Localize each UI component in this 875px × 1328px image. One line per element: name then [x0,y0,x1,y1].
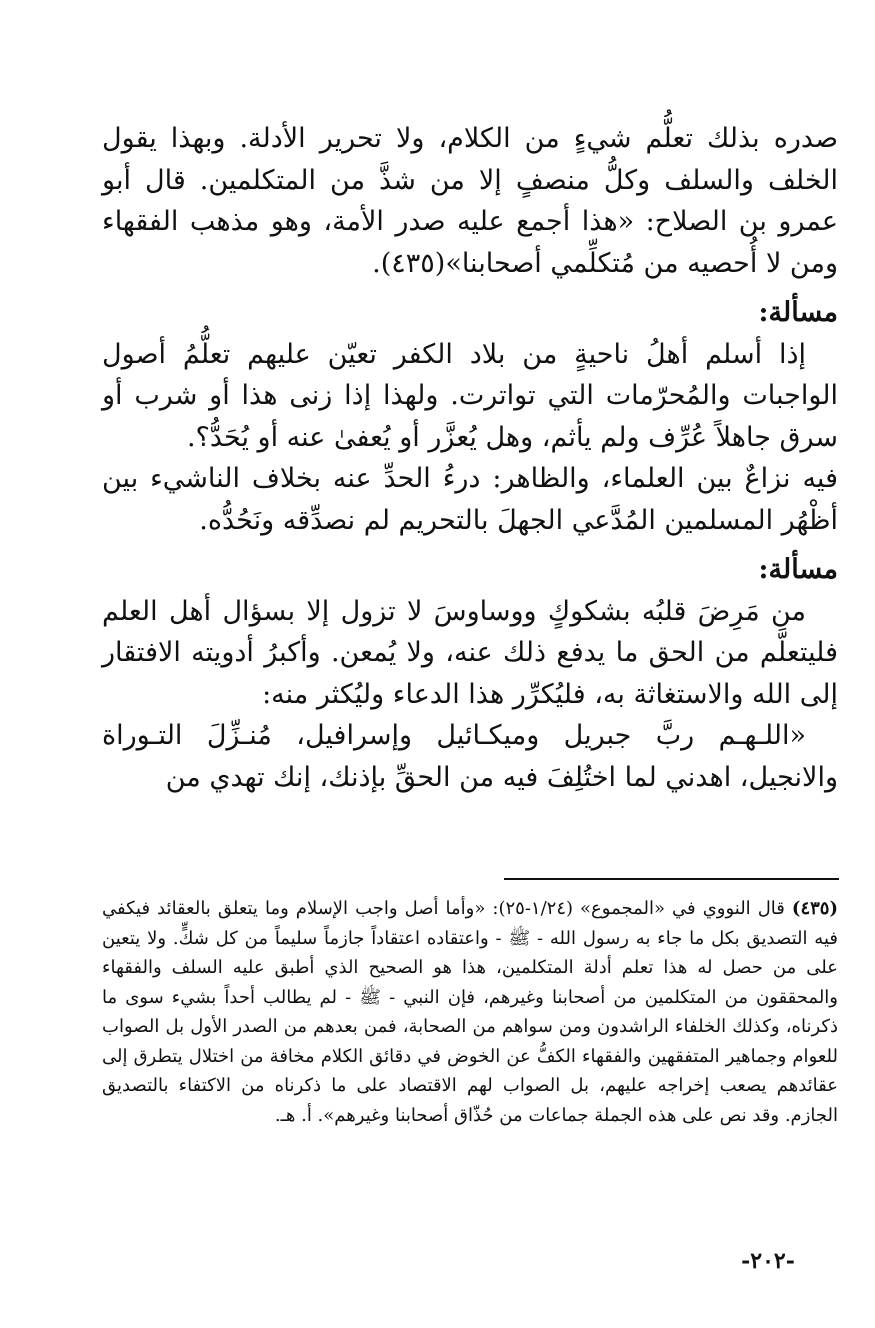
footnote-number: (٤٣٥) [791,898,838,919]
footnote-paragraph [102,894,838,1130]
paragraph: من مَرِضَ قلبُه بشكوكٍ ووساوسَ لا تزول إلا بسؤال أهل العلم فليتعلَّم من الحق ما يدفع ذلك عنه، ولا يُمعن. وأكبرُ أدويته الافتقار إلى الله والاستغاثة به، فليُكرِّر هذا الدعاء وليُكثر منه: [102,595,838,710]
section-heading: مسألة: [758,297,838,328]
page-number: -٢٠٢- [741,1248,795,1274]
paragraph: فيه نزاعٌ بين العلماء، والظاهر: درءُ الحدِّ عنه بخلاف الناشيء بين أظْهُر المسلمين المُدَّعي الجهلَ بالتحريم لم نصدِّقه ونَحُدُّه. [102,463,838,536]
section-heading: مسألة: [758,554,838,585]
main-text [102,118,838,798]
paragraph: صدره بذلك تعلُّم شيءٍ من الكلام، ولا تحرير الأدلة. وبهذا يقول الخلف والسلف وكلُّ منصفٍ إلا من شذَّ من المتكلمين. قال أبو عمرو بن الصلاح: «هذا أجمع عليه صدر الأمة، وهو مذهب الفقهاء ومن لا أُحصيه من مُتكلِّمي أصحابنا»(٤٣٥). [102,123,838,279]
footnote [102,894,838,1130]
footnote-text: قال النووي في «المجموع» (١/٢٤-٢٥): «وأما أصل واجب الإسلام وما يتعلق بالعقائد فيكفي فيه التصديق بكل ما جاء به رسول الله - ﷺ - واعتقاده اعتقاداً جازماً سليماً من كل شكٍّ. ولا يتعين على من حصل له هذا تعلم أدلة المتكلمين، هذا هو الصحيح الذي أطبق عليه السلف والفقهاء والمحققون من المتكلمين من أصحابنا وغيرهم، فإن النبي - ﷺ - لم يطالب أحداً بشيء سوى ما ذكرناه، وكذلك الخلفاء الراشدون ومن سواهم من الصحابة، فمن بعدهم من الصدر الأول بل الصواب للعوام وجماهير المتفقهين والفقهاء الكفُّ عن الخوض في دقائق الكلام مخافة من اختلال يتطرق إلى عقائدهم يصعب إخراجه عليهم، بل الصواب لهم الاقتصاد على ما ذكرناه من الاكتفاء بالتصديق الجازم. وقد نص على هذه الجملة جماعات من حُذّاق أصحابنا وغيرهم». أ. هـ. [102,898,838,1126]
quoted-prayer: «اللـهـم ربَّ جبريل وميكـائيل وإسرافيل، مُنـزِّلَ التـوراة والانجيل، اهدني لما اختُلِفَ فيه من الحقِّ بإذنك، إنك تهدي من [102,720,838,793]
paragraph: إذا أسلم أهلُ ناحيةٍ من بلاد الكفر تعيّن عليهم تعلُّمُ أصول الواجبات والمُحرّمات التي تواترت. ولهذا إذا زنى هذا أو شرب أو سرق جاهلاً عُرِّف ولم يأثم، وهل يُعزَّر أو يُعفىٰ عنه أو يُحَدُّ؟. [102,338,838,453]
footnote-divider [504,878,839,880]
